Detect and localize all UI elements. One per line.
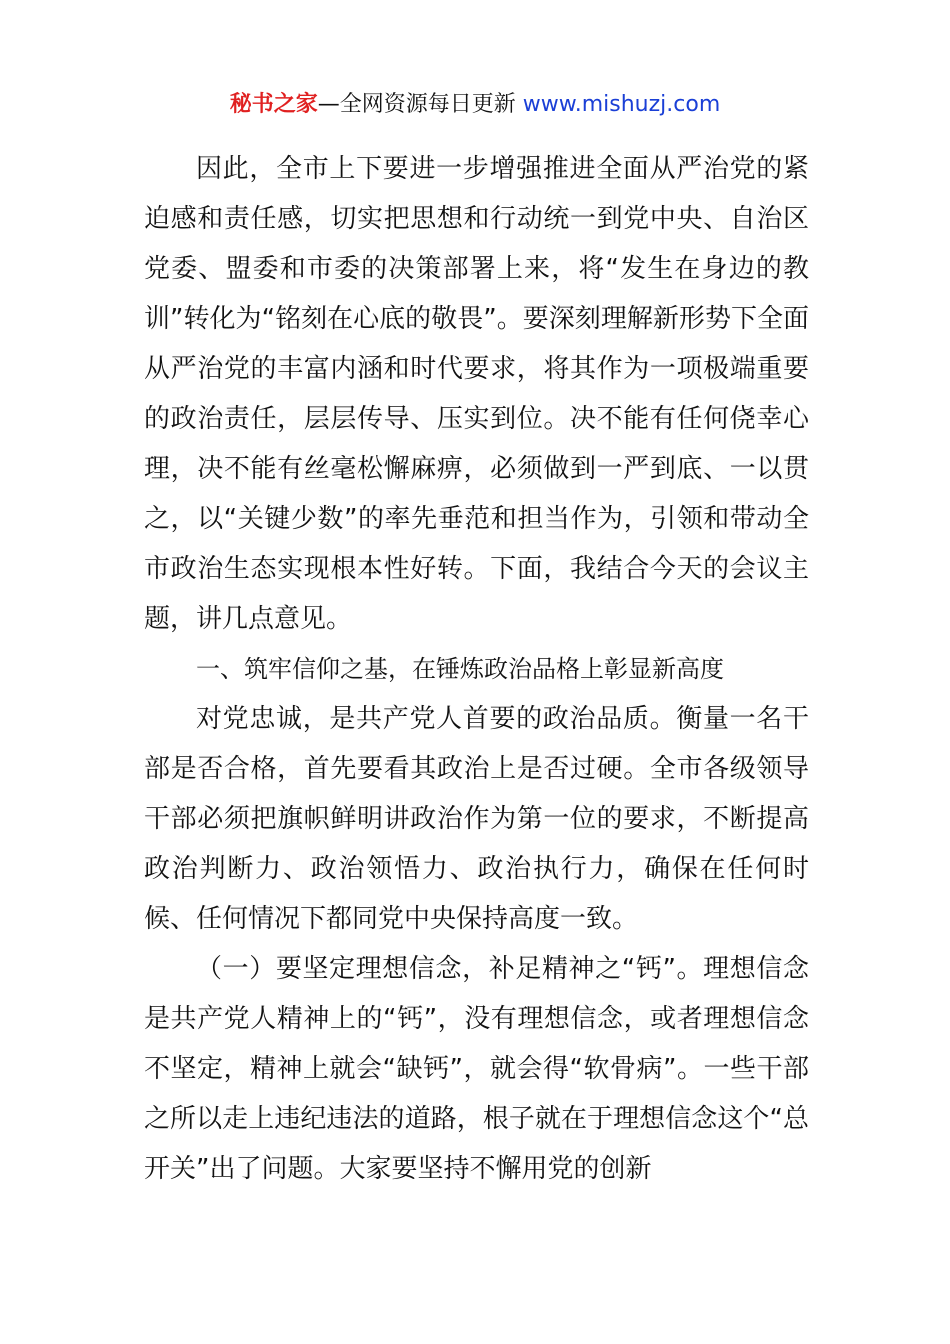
brand-name: 秘书之家 — [229, 92, 318, 117]
header-tagline: —全网资源每日更新 — [317, 92, 523, 117]
document-body — [144, 144, 809, 1194]
paragraph-ideals: （一）要坚定理想信念，补足精神之“钙”。理想信念是共产党人精神上的“钙”，没有理想信念，或者理想信念不坚定，精神上就会“缺钙”，就会得“软骨病”。一些干部之所以走上违纪违法的道路，根子就在于理想信念这个“总开关”出了问题。大家要坚持不懈用党的创新 — [144, 954, 809, 1184]
section-heading-1: 一、筑牢信仰之基，在锤炼政治品格上彰显新高度 — [196, 655, 724, 683]
page-header — [0, 88, 950, 122]
paragraph-loyalty: 对党忠诚，是共产党人首要的政治品质。衡量一名干部是否合格，首先要看其政治上是否过硬。全市各级领导干部必须把旗帜鲜明讲政治作为第一位的要求，不断提高政治判断力、政治领悟力、政治执行力，确保在任何时候、任何情况下都同党中央保持高度一致。 — [144, 704, 809, 934]
paragraph-intro: 因此，全市上下要进一步增强推进全面从严治党的紧迫感和责任感，切实把思想和行动统一到党中央、自治区党委、盟委和市委的决策部署上来，将“发生在身边的教训”转化为“铭刻在心底的敬畏”。要深刻理解新形势下全面从严治党的丰富内涵和时代要求，将其作为一项极端重要的政治责任，层层传导、压实到位。决不能有任何侥幸心理，决不能有丝毫松懈麻痹，必须做到一严到底、一以贯之，以“关键少数”的率先垂范和担当作为，引领和带动全市政治生态实现根本性好转。下面，我结合今天的会议主题，讲几点意见。 — [144, 154, 809, 634]
website-link[interactable]: www.mishuzj.com — [522, 92, 721, 117]
